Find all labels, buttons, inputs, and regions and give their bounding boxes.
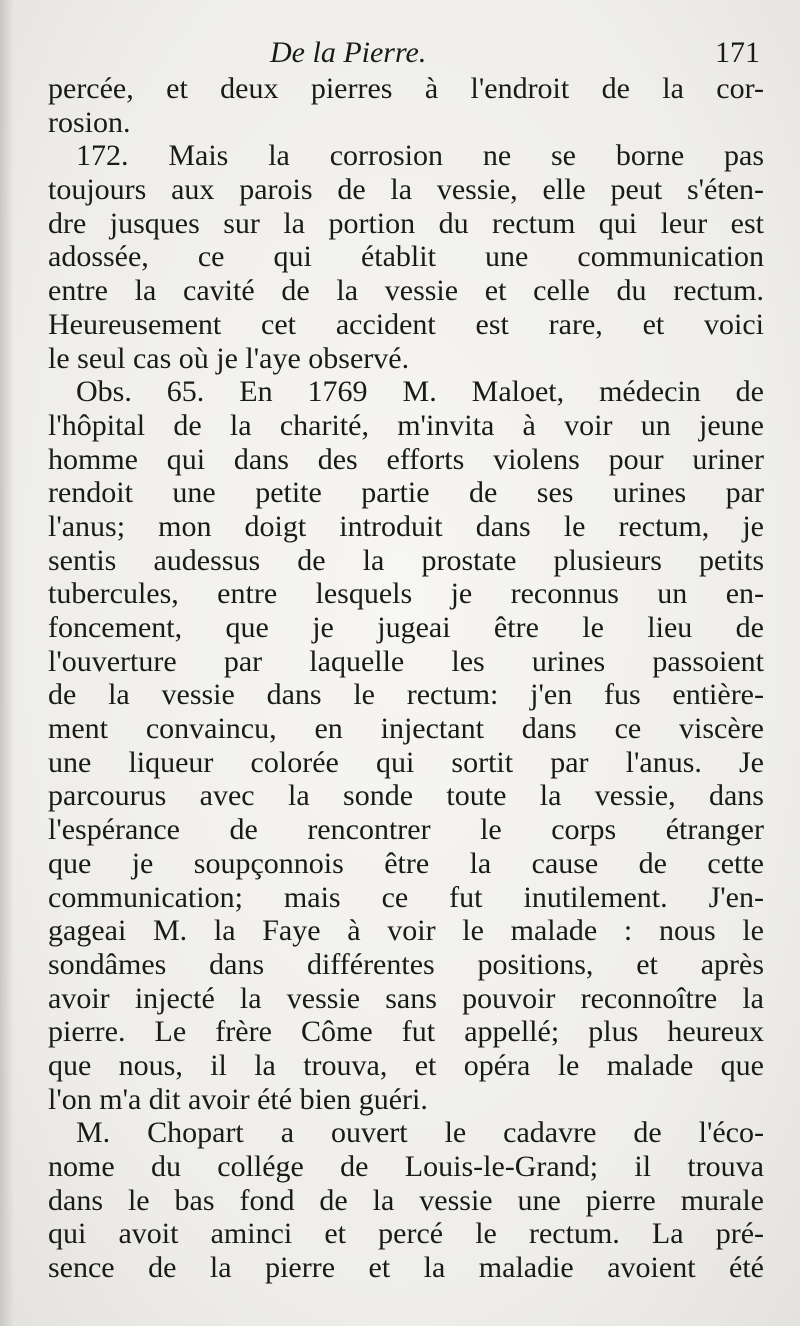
text-line: sence de la pierre et la maladie avoient été [48,1251,764,1285]
text-line: tubercules, entre lesquels je reconnus un en- [48,577,764,611]
text-line: pierre. Le frère Côme fut appellé; plus heureux [48,1015,764,1049]
page-number: 171 [715,36,760,69]
text-line: l'hôpital de la charité, m'invita à voir un jeune [48,408,764,442]
text-line: l'espérance de rencontrer le corps étranger [48,813,764,847]
text-line: foncement, que je jugeai être le lieu de [48,611,764,644]
text-line: le seul cas où je l'aye observé. [48,341,410,375]
text-line: une liqueur colorée qui sortit par l'anus. Je [48,745,764,779]
text-line: l'ouverture par laquelle les urines passoient [48,644,764,678]
text-line: sondâmes dans différentes positions, et après [48,947,764,981]
text-line: l'on m'a dit avoir été bien guéri. [48,1082,428,1116]
paragraph-chopart-start: M. Chopart a ouvert le cadavre de l'éco- [76,1116,764,1150]
text-line: communication; mais ce fut inutilement. J'en- [48,880,764,914]
text-line: homme qui dans des efforts violens pour uriner [48,442,764,476]
text-line: percée, et deux pierres à l'endroit de la cor- [48,72,764,105]
text-line: que je soupçonnois être la cause de cette [48,846,764,880]
text-line: rendoit une petite partie de ses urines par [48,476,764,510]
text-line: l'anus; mon doigt introduit dans le rectum, je [48,509,764,543]
text-line: adossée, ce qui établit une communication [48,240,764,274]
text-line: toujours aux parois de la vessie, elle peut s'éten- [48,173,764,207]
text-line: sentis audessus de la prostate plusieurs petits [48,543,764,577]
text-line: parcourus avec la sonde toute la vessie, dans [48,779,764,813]
paragraph-172-start: 172. Mais la corrosion ne se borne pas [76,139,764,173]
text-line: dans le bas fond de la vessie une pierre murale [48,1183,764,1217]
text-line: gageai M. la Faye à voir le malade : nous le [48,914,764,948]
text-line: dre jusques sur la portion du rectum qui leur est [48,206,764,240]
text-line: avoir injecté la vessie sans pouvoir reconnoître la [48,981,764,1015]
body-text [48,72,764,1285]
text-line: rosion. [48,105,131,139]
running-head: De la Pierre. [270,36,427,69]
text-line: de la vessie dans le rectum: j'en fus entière- [48,678,764,712]
page-edge-shadow [0,0,14,1326]
text-line: Heureusement cet accident est rare, et voici [48,307,764,341]
observation-65-start: Obs. 65. En 1769 M. Maloet, médecin de [76,375,764,409]
text-line: nome du collége de Louis-le-Grand; il trouva [48,1150,764,1183]
text-line: que nous, il la trouva, et opéra le malade que [48,1048,764,1082]
text-line: qui avoit aminci et percé le rectum. La pré- [48,1217,764,1251]
page-header [48,28,760,78]
text-line: ment convaincu, en injectant dans ce viscère [48,712,764,746]
text-line: entre la cavité de la vessie et celle du rectum. [48,274,764,308]
